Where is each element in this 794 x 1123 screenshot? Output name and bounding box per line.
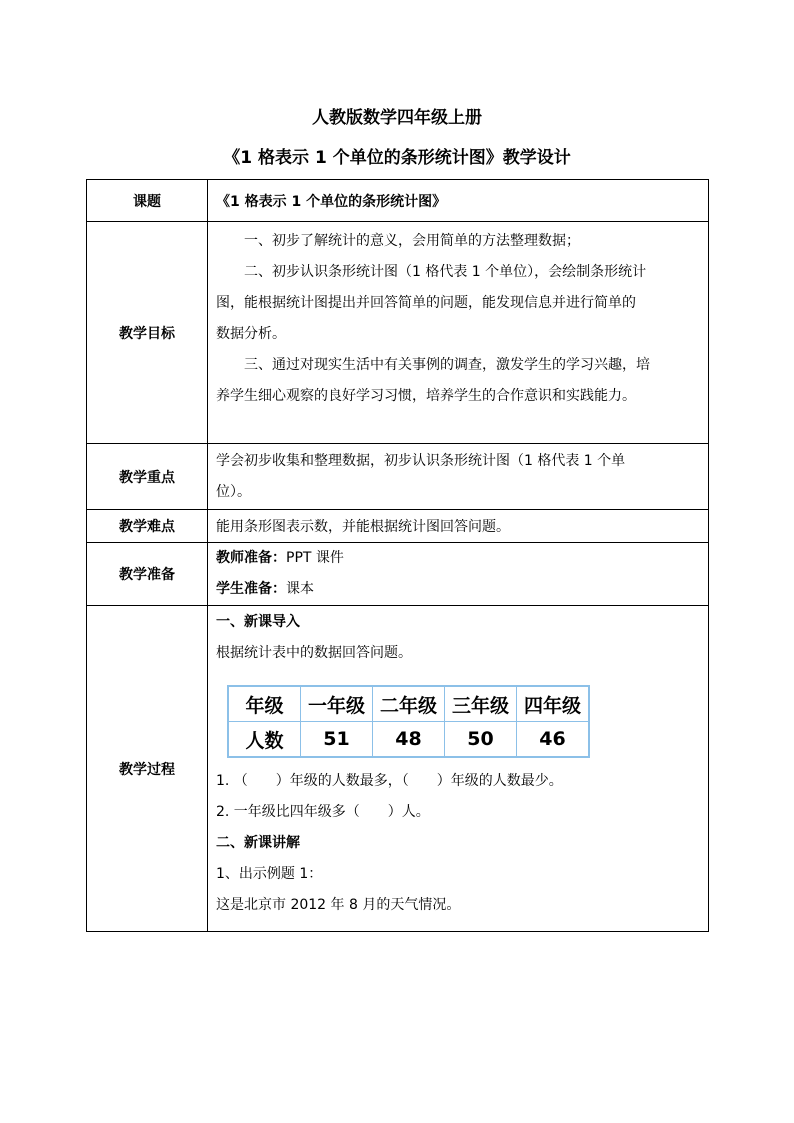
- label-preparation: 教学准备: [87, 543, 208, 606]
- value-key-point: [208, 444, 709, 510]
- section-2-title: 二、新课讲解: [216, 835, 300, 851]
- row-preparation: [87, 543, 709, 606]
- stat-value-cell: 51: [301, 722, 373, 758]
- stat-value-cell: 50: [445, 722, 517, 758]
- stat-header-cell: 四年级: [517, 686, 590, 722]
- stat-value-row: [228, 722, 589, 758]
- row-goals: [87, 222, 709, 444]
- teacher-prep: [216, 543, 700, 574]
- goal-2-line-3: 数据分析。: [216, 326, 286, 342]
- goal-2-line-1: 二、初步认识条形统计图（1 格代表 1 个单位），会绘制条形统计: [244, 264, 647, 280]
- row-difficulty: [87, 510, 709, 543]
- stat-value-cell: 48: [373, 722, 445, 758]
- goal-3-line-2: 养学生细心观察的良好学习习惯，培养学生的合作意识和实践能力。: [216, 388, 636, 404]
- key-point-line-2: 位）。: [216, 483, 251, 500]
- document-subtitle: 《1 格表示 1 个单位的条形统计图》教学设计: [223, 148, 571, 168]
- example-1-text: 这是北京市 2012 年 8 月的天气情况。: [216, 897, 461, 913]
- key-point-line-1: 学会初步收集和整理数据，初步认识条形统计图（1 格代表 1 个单: [216, 452, 626, 469]
- stat-header-cell: 二年级: [373, 686, 445, 722]
- student-prep-label: 学生准备：: [216, 581, 286, 597]
- grade-stat-table: [227, 685, 590, 758]
- stat-value-cell: 人数: [228, 722, 301, 758]
- value-goals: [208, 222, 709, 444]
- goal-2-line-2: 图，能根据统计图提出并回答简单的问题，能发现信息并进行简单的: [216, 295, 636, 311]
- section-1-intro: 根据统计表中的数据回答问题。: [216, 645, 412, 661]
- row-topic: [87, 180, 709, 222]
- label-process: 教学过程: [87, 606, 208, 932]
- stat-header-cell: 一年级: [301, 686, 373, 722]
- row-process: [87, 606, 709, 932]
- section-1-title: 一、新课导入: [216, 614, 300, 630]
- row-key-point: [87, 444, 709, 510]
- label-difficulty: 教学难点: [87, 510, 208, 543]
- label-key-point: 教学重点: [87, 444, 208, 510]
- question-2: 2. 一年级比四年级多（ ）人。: [216, 804, 430, 820]
- stat-value-cell: 46: [517, 722, 590, 758]
- document-title: 人教版数学四年级上册: [312, 108, 482, 128]
- goal-3-line-1: 三、通过对现实生活中有关事例的调查，激发学生的学习兴趣，培: [244, 357, 650, 373]
- goal-1: 一、初步了解统计的意义，会用简单的方法整理数据；: [244, 233, 580, 249]
- question-1: 1. （ ）年级的人数最多，（ ）年级的人数最少。: [216, 773, 563, 789]
- teacher-prep-label: 教师准备：: [216, 550, 286, 566]
- stat-header-cell: 三年级: [445, 686, 517, 722]
- student-prep-value: 课本: [286, 581, 314, 597]
- value-process: [208, 606, 709, 932]
- label-topic: 课题: [87, 180, 208, 222]
- stat-header-row: [228, 686, 589, 722]
- lesson-plan-table: [86, 179, 709, 932]
- student-prep: [216, 574, 700, 605]
- stat-table-wrap: [216, 669, 700, 766]
- example-1-heading: 1、出示例题 1：: [216, 866, 323, 882]
- teacher-prep-value: PPT 课件: [286, 550, 344, 566]
- value-difficulty: 能用条形图表示数，并能根据统计图回答问题。: [208, 510, 709, 543]
- label-goals: 教学目标: [87, 222, 208, 444]
- value-topic: 《1 格表示 1 个单位的条形统计图》: [208, 180, 709, 222]
- value-preparation: [208, 543, 709, 606]
- stat-header-cell: 年级: [228, 686, 301, 722]
